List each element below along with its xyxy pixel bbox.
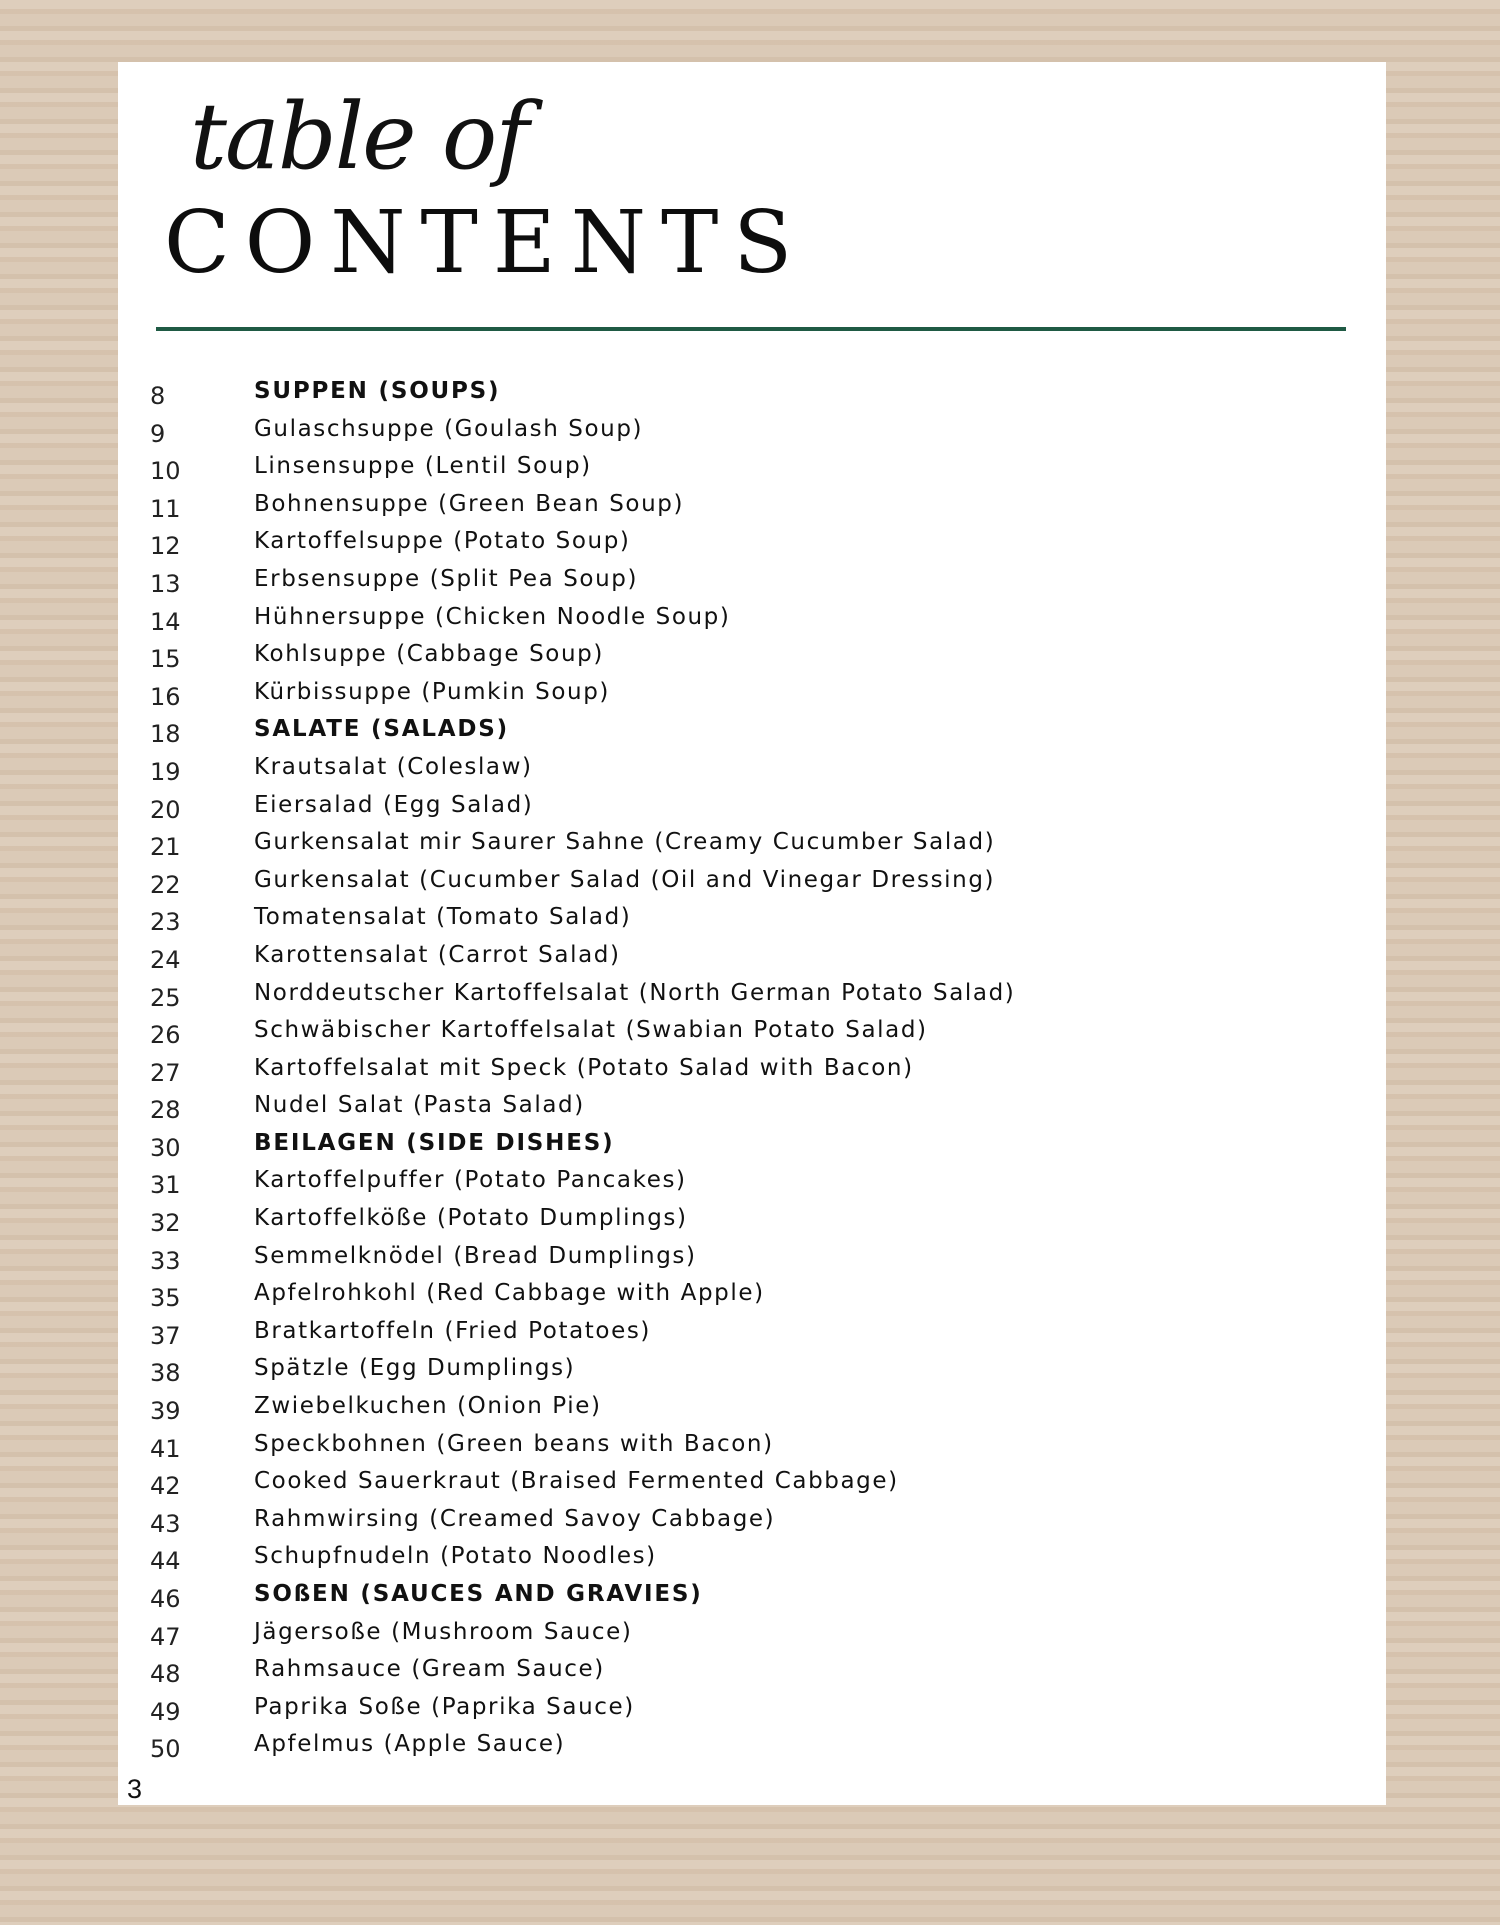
divider <box>156 327 1346 331</box>
toc-page-number: 32 <box>150 1209 181 1238</box>
toc-entry[interactable] <box>0 1543 1500 1581</box>
toc-entry[interactable] <box>0 792 1500 830</box>
toc-section-heading[interactable] <box>0 378 1500 416</box>
toc-entry[interactable] <box>0 1656 1500 1694</box>
toc-page-number: 23 <box>150 908 181 937</box>
toc-title: Eiersalad (Egg Salad) <box>254 791 534 818</box>
toc-page-number: 12 <box>150 532 181 561</box>
toc-title: Bratkartoffeln (Fried Potatoes) <box>254 1317 651 1344</box>
toc-page-number: 37 <box>150 1321 181 1350</box>
toc-title: Apfelmus (Apple Sauce) <box>254 1731 566 1758</box>
toc-entry[interactable] <box>0 1431 1500 1469</box>
toc-entry[interactable] <box>0 1619 1500 1657</box>
toc-entry[interactable] <box>0 1355 1500 1393</box>
toc-entry[interactable] <box>0 1017 1500 1055</box>
toc-page-number: 19 <box>150 757 181 786</box>
toc-entry[interactable] <box>0 1243 1500 1281</box>
toc-page-number: 18 <box>150 720 181 749</box>
toc-entry[interactable] <box>0 679 1500 717</box>
toc-entry[interactable] <box>0 528 1500 566</box>
toc-entry[interactable] <box>0 453 1500 491</box>
toc-page-number: 14 <box>150 607 181 636</box>
toc-entry[interactable] <box>0 1694 1500 1732</box>
toc-entry[interactable] <box>0 829 1500 867</box>
toc-title: Gurkensalat (Cucumber Salad (Oil and Vinegar Dressing) <box>254 866 996 893</box>
toc-entry[interactable] <box>0 416 1500 454</box>
toc-title: Kohlsuppe (Cabbage Soup) <box>254 641 604 668</box>
toc-title: Schupfnudeln (Potato Noodles) <box>254 1543 657 1570</box>
toc-entry[interactable] <box>0 1205 1500 1243</box>
script-heading-text: table of <box>190 83 528 190</box>
toc-title: Karottensalat (Carrot Salad) <box>254 941 621 968</box>
toc-page-number: 27 <box>150 1058 181 1087</box>
toc-title: Kartoffelsuppe (Potato Soup) <box>254 528 631 555</box>
toc-title: BEILAGEN (SIDE DISHES) <box>254 1129 615 1156</box>
toc-title: Gulaschsuppe (Goulash Soup) <box>254 415 644 442</box>
toc-title: Tomatensalat (Tomato Salad) <box>254 904 632 931</box>
toc-page-number: 31 <box>150 1171 181 1200</box>
toc-page-number: 35 <box>150 1284 181 1313</box>
toc-page-number: 50 <box>150 1735 181 1764</box>
toc-title: Jägersoße (Mushroom Sauce) <box>254 1618 633 1645</box>
toc-title: SOßEN (SAUCES AND GRAVIES) <box>254 1581 703 1607</box>
toc-title: Norddeutscher Kartoffelsalat (North German Potato Salad) <box>254 979 1016 1006</box>
toc-title: Cooked Sauerkraut (Braised Fermented Cabbage) <box>254 1468 899 1495</box>
toc-page-number: 41 <box>150 1434 181 1463</box>
toc-page-number: 13 <box>150 569 181 598</box>
toc-title: Gurkensalat mir Saurer Sahne (Creamy Cucumber Salad) <box>254 829 996 856</box>
toc-entry[interactable] <box>0 867 1500 905</box>
toc-page-number: 26 <box>150 1021 181 1050</box>
toc-title: Hühnersuppe (Chicken Noodle Soup) <box>254 603 731 630</box>
toc-entry[interactable] <box>0 566 1500 604</box>
toc-page-number: 30 <box>150 1133 181 1162</box>
toc-title: SUPPEN (SOUPS) <box>254 378 501 404</box>
toc-page-number: 28 <box>150 1096 181 1125</box>
toc-title: Erbsensuppe (Split Pea Soup) <box>254 565 639 592</box>
toc-title: Kürbissuppe (Pumkin Soup) <box>254 678 611 705</box>
toc-list <box>0 378 1500 1769</box>
toc-title: Linsensuppe (Lentil Soup) <box>254 453 592 480</box>
toc-page-number: 46 <box>150 1585 181 1613</box>
page-number: 3 <box>127 1774 143 1804</box>
toc-title: Spätzle (Egg Dumplings) <box>254 1355 576 1382</box>
toc-section-heading[interactable] <box>0 1130 1500 1168</box>
toc-page-number: 24 <box>150 945 181 974</box>
toc-entry[interactable] <box>0 1318 1500 1356</box>
toc-entry[interactable] <box>0 1468 1500 1506</box>
toc-page-number: 8 <box>150 382 166 410</box>
toc-page-number: 47 <box>150 1622 181 1651</box>
toc-page-number: 44 <box>150 1547 181 1576</box>
toc-page-number: 48 <box>150 1660 181 1689</box>
toc-title: Speckbohnen (Green beans with Bacon) <box>254 1430 774 1457</box>
toc-page-number: 33 <box>150 1246 181 1275</box>
toc-page-number: 11 <box>150 494 181 523</box>
toc-entry[interactable] <box>0 1055 1500 1093</box>
toc-page-number: 15 <box>150 645 181 674</box>
toc-title: Schwäbischer Kartoffelsalat (Swabian Potato Salad) <box>254 1017 928 1044</box>
toc-entry[interactable] <box>0 491 1500 529</box>
toc-entry[interactable] <box>0 980 1500 1018</box>
toc-entry[interactable] <box>0 1167 1500 1205</box>
toc-page-number: 20 <box>150 795 181 824</box>
toc-title: Kartoffelpuffer (Potato Pancakes) <box>254 1167 687 1194</box>
toc-entry[interactable] <box>0 1506 1500 1544</box>
toc-page-number: 16 <box>150 682 181 711</box>
toc-entry[interactable] <box>0 754 1500 792</box>
toc-page-number: 38 <box>150 1359 181 1388</box>
toc-entry[interactable] <box>0 1731 1500 1769</box>
toc-entry[interactable] <box>0 1280 1500 1318</box>
toc-page-number: 25 <box>150 983 181 1012</box>
toc-page-number: 9 <box>150 419 166 448</box>
toc-title: Kartoffelköße (Potato Dumplings) <box>254 1205 688 1232</box>
toc-entry[interactable] <box>0 1092 1500 1130</box>
toc-entry[interactable] <box>0 1393 1500 1431</box>
toc-page-number: 10 <box>150 457 181 486</box>
toc-title: Kartoffelsalat mit Speck (Potato Salad with Bacon) <box>254 1054 914 1081</box>
toc-entry[interactable] <box>0 904 1500 942</box>
toc-title: Rahmsauce (Gream Sauce) <box>254 1656 605 1683</box>
toc-entry[interactable] <box>0 604 1500 642</box>
toc-page-number: 49 <box>150 1697 181 1726</box>
toc-page-number: 22 <box>150 870 181 899</box>
toc-title: Bohnensuppe (Green Bean Soup) <box>254 490 685 517</box>
toc-page-number: 39 <box>150 1397 181 1426</box>
toc-page-number: 43 <box>150 1509 181 1538</box>
toc-page-number: 42 <box>150 1472 181 1501</box>
toc-title: Zwiebelkuchen (Onion Pie) <box>254 1393 602 1420</box>
toc-title: Paprika Soße (Paprika Sauce) <box>254 1693 635 1720</box>
toc-title: Rahmwirsing (Creamed Savoy Cabbage) <box>254 1505 776 1532</box>
toc-entry[interactable] <box>0 641 1500 679</box>
toc-page-number: 21 <box>150 833 181 862</box>
toc-entry[interactable] <box>0 942 1500 980</box>
toc-title: Apfelrohkohl (Red Cabbage with Apple) <box>254 1280 765 1307</box>
toc-title: Semmelknödel (Bread Dumplings) <box>254 1242 697 1269</box>
toc-title: SALATE (SALADS) <box>254 716 509 743</box>
page-title: CONTENTS <box>164 193 808 293</box>
toc-section-heading[interactable] <box>0 716 1500 754</box>
toc-section-heading[interactable] <box>0 1581 1500 1619</box>
toc-title: Krautsalat (Coleslaw) <box>254 753 533 780</box>
toc-title: Nudel Salat (Pasta Salad) <box>254 1092 585 1119</box>
